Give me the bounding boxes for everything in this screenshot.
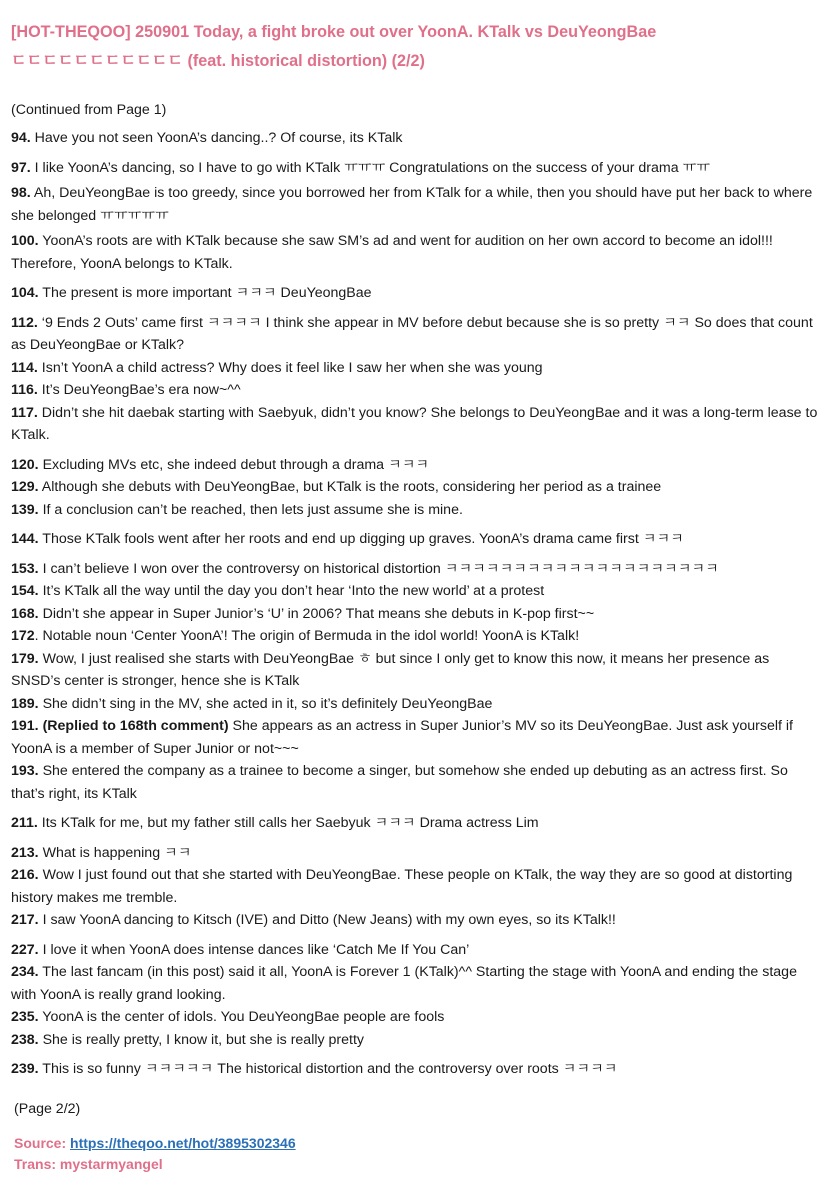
comment-item (11, 842, 822, 865)
comment-item (11, 312, 822, 357)
comment-number: 129. (11, 479, 39, 495)
comment-item (11, 558, 822, 581)
comment-text: Its KTalk for me, but my father still calls her Saebyuk ㅋㅋㅋ Drama actress Lim (37, 815, 539, 831)
comment-number: 216. (11, 867, 39, 883)
comment-item (11, 357, 822, 380)
comment-text: Wow, I just realised she starts with DeuYeongBae ㅎ but since I only get to know this now, it means her presence as SNSD’s center is stronger, hence she is KTalk (11, 650, 770, 689)
comment-number: 234. (11, 964, 39, 980)
comment-number: 114. (11, 359, 38, 376)
comment-text: I like YoonA’s dancing, so I have to go with KTalk ㅠㅠㅠ Congratulations on the success of your drama ㅠㅠ (30, 159, 710, 176)
comment-item (11, 282, 822, 305)
comment-number: 179. (11, 650, 39, 667)
comment-item (11, 961, 822, 1006)
comment-number: 217. (11, 912, 39, 928)
comment-text: YoonA is the center of idols. You DeuYeongBae people are fools (38, 1009, 445, 1025)
comment-item (11, 603, 822, 626)
comment-item (11, 127, 822, 150)
comment-item (11, 1058, 822, 1081)
comment-number: 235. (11, 1009, 39, 1025)
comment-number: 116. (11, 382, 38, 398)
comment-text: . Notable noun ‘Center YoonA’! The origin of Bermuda in the idol world! YoonA is KTalk! (34, 628, 580, 644)
comment-number: 98. (11, 185, 31, 201)
comment-item (11, 157, 822, 180)
comment-text: She is really pretty, I know it, but she is really pretty (38, 1031, 365, 1048)
continued-note: (Continued from Page 1) (11, 102, 167, 118)
comment-text: ‘9 Ends 2 Outs’ came first ㅋㅋㅋㅋ I think she appear in MV before debut because she is so pretty ㅋㅋ So does that count as DeuYeongBae or KTalk? (11, 314, 813, 353)
comment-number: 211. (11, 815, 38, 831)
comment-item (11, 476, 822, 499)
comment-text: Those KTalk fools went after her roots and end up digging up graves. YoonA’s drama came first ㅋㅋㅋ (38, 531, 684, 547)
comment-text: She appears as an actress in Super Junior’s MV so its DeuYeongBae. Just ask yourself if YoonA is a member of Super Junior or not~~~ (11, 718, 793, 757)
comment-list (11, 127, 822, 1081)
comment-text: Have you not seen YoonA’s dancing..? Of course, its KTalk (30, 130, 403, 146)
comment-text: Isn’t YoonA a child actress? Why does it feel like I saw her when she was young (37, 359, 543, 376)
comment-number: 193. (11, 763, 39, 779)
translator-credit: Trans: mystarmyangel (14, 1155, 163, 1172)
comment-number: 117. (11, 404, 38, 421)
comment-item (11, 812, 822, 835)
comment-item (11, 230, 822, 275)
comment-text: Ah, DeuYeongBae is too greedy, since you borrowed her from KTalk for a while, then you should have put her back to where she belonged ㅠㅠㅠㅠㅠ (11, 185, 813, 224)
comment-number: 120. (11, 456, 39, 473)
comment-text: Didn’t she hit daebak starting with Saebyuk, didn’t you know? She belongs to DeuYeongBae and it was a long-term lease to KTalk. (11, 404, 818, 443)
comment-item (11, 625, 822, 648)
comment-text: Although she debuts with DeuYeongBae, but KTalk is the roots, considering her period as a trainee (38, 479, 662, 495)
comment-number: 100. (11, 233, 39, 249)
comment-number: 172 (11, 628, 35, 644)
comment-item (11, 648, 822, 693)
comment-text: The present is more important ㅋㅋㅋ DeuYeongBae (38, 285, 372, 301)
comment-text: YoonA’s roots are with KTalk because she saw SM’s ad and went for audition on her own accord to become an idol!!! Therefore, YoonA belongs to KTalk. (11, 233, 773, 272)
comment-number: 227. (11, 941, 39, 958)
comment-number: 139. (11, 501, 39, 518)
comment-text: She entered the company as a trainee to become a singer, but somehow she ended up debuting as an actress first. So that’s right, its KTalk (11, 763, 788, 802)
comment-number: 112. (11, 314, 38, 331)
comment-item (11, 760, 822, 805)
comment-text: The last fancam (in this post) said it all, YoonA is Forever 1 (KTalk)^^ Starting the stage with YoonA and ending the stage with YoonA is really grand looking. (11, 964, 797, 1003)
comment-text: It’s KTalk all the way until the day you don’t hear ‘Into the new world’ at a protest (38, 583, 545, 599)
comment-text: I love it when YoonA does intense dances like ‘Catch Me If You Can’ (38, 941, 470, 958)
comment-number: 153. (11, 560, 39, 577)
comment-item (11, 580, 822, 603)
source-link[interactable]: https://theqoo.net/hot/3895302346 (70, 1134, 296, 1151)
reply-reference: (Replied to 168th comment) (38, 718, 229, 734)
comment-item (11, 864, 822, 909)
page-title (11, 18, 822, 76)
comment-text: This is so funny ㅋㅋㅋㅋㅋ The historical distortion and the controversy over roots ㅋㅋㅋㅋ (38, 1061, 618, 1077)
comment-number: 104. (11, 285, 39, 301)
comment-text: I saw YoonA dancing to Kitsch (IVE) and Ditto (New Jeans) with my own eyes, so its KTalk!! (38, 912, 616, 928)
comment-number: 154. (11, 583, 39, 599)
comment-text: What is happening ㅋㅋ (38, 844, 192, 861)
comment-item (11, 402, 822, 447)
comment-item (11, 715, 822, 760)
comment-number: 97. (11, 159, 31, 176)
comment-number: 168. (11, 605, 39, 622)
comment-item (11, 693, 822, 716)
comment-number: 239. (11, 1061, 39, 1077)
comment-text: If a conclusion can’t be reached, then lets just assume she is mine. (38, 501, 463, 518)
comment-item (11, 1029, 822, 1052)
comment-number: 144. (11, 531, 39, 547)
comment-item (11, 454, 822, 477)
comment-item (11, 182, 822, 227)
comment-text: Wow I just found out that she started with DeuYeongBae. These people on KTalk, the way they are so good at distorting history makes me tremble. (11, 867, 793, 906)
comment-item (11, 528, 822, 551)
comment-text: Didn’t she appear in Super Junior’s ‘U’ in 2006? That means she debuts in K-pop first~~ (38, 605, 595, 622)
comment-item (11, 939, 822, 962)
comment-number: 213. (11, 844, 39, 861)
comment-number: 238. (11, 1031, 39, 1048)
title-line-2: ㄷㄷㄷㄷㄷㄷㄷㄷㄷㄷㄷ (feat. historical distortion) (2/2) (11, 52, 425, 70)
comment-number: 189. (11, 695, 39, 712)
comment-number: 94. (11, 130, 31, 146)
comment-text: She didn’t sing in the MV, she acted in it, so it’s definitely DeuYeongBae (38, 695, 493, 712)
comment-text: Excluding MVs etc, she indeed debut through a drama ㅋㅋㅋ (38, 456, 430, 473)
comment-text: I can’t believe I won over the controversy on historical distortion ㅋㅋㅋㅋㅋㅋㅋㅋㅋㅋㅋㅋㅋㅋㅋㅋㅋㅋㅋㅋ (38, 560, 719, 577)
comment-item (11, 379, 822, 402)
source-label: Source: (14, 1134, 71, 1151)
credits (14, 1133, 822, 1175)
title-line-1: [HOT-THEQOO] 250901 Today, a fight broke out over YoonA. KTalk vs DeuYeongBae (11, 23, 657, 41)
source-line (14, 1133, 822, 1154)
comment-item (11, 499, 822, 522)
page-label: (Page 2/2) (14, 1100, 81, 1117)
comment-item (11, 909, 822, 932)
comment-number: 191. (11, 718, 39, 734)
comment-item (11, 1006, 822, 1029)
comment-text: It’s DeuYeongBae’s era now~^^ (37, 382, 241, 398)
